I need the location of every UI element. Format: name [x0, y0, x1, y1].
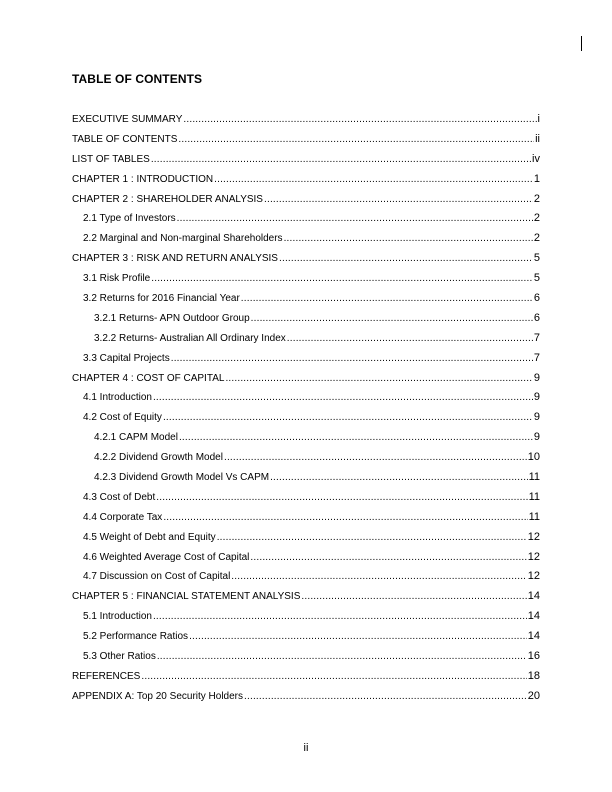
toc-entry[interactable]: [72, 130, 540, 150]
toc-entry-label: 4.7 Discussion on Cost of Capital: [83, 571, 231, 583]
page-title: TABLE OF CONTENTS: [72, 72, 203, 86]
toc-entry[interactable]: [72, 289, 540, 309]
toc-entry[interactable]: [72, 687, 540, 707]
dot-leader: [151, 269, 533, 289]
toc-entry[interactable]: [72, 408, 540, 428]
toc-entry-label: LIST OF TABLES: [72, 153, 150, 165]
dot-leader: [178, 130, 534, 150]
toc-entry-page: 7: [533, 331, 540, 344]
dot-leader: [264, 190, 533, 210]
toc-entry-page: 9: [533, 371, 540, 384]
dot-leader: [163, 408, 533, 428]
toc-entry-label: APPENDIX A: Top 20 Security Holders: [72, 690, 244, 702]
dot-leader: [189, 627, 527, 647]
dot-leader: [301, 587, 526, 607]
toc-entry[interactable]: [72, 647, 540, 667]
toc-entry-page: 2: [533, 212, 540, 225]
toc-entry[interactable]: [72, 627, 540, 647]
toc-entry[interactable]: [72, 269, 540, 289]
toc-entry-label: 5.2 Performance Ratios: [83, 631, 189, 643]
toc-entry-page: 16: [527, 650, 540, 663]
toc-entry-page: 5: [533, 252, 540, 265]
toc-entry-page: 2: [533, 232, 540, 245]
toc-entry-label: 4.2.1 CAPM Model: [94, 432, 178, 444]
dot-leader: [225, 369, 532, 389]
toc-entry-label: CHAPTER 2 : SHAREHOLDER ANALYSIS: [72, 193, 263, 205]
dot-leader: [224, 448, 527, 468]
toc-entry[interactable]: [72, 229, 540, 249]
toc-entry[interactable]: [72, 508, 540, 528]
dot-leader: [214, 170, 533, 190]
dot-leader: [287, 329, 533, 349]
toc-entry[interactable]: [72, 170, 540, 190]
toc-entry-page: 12: [527, 550, 540, 563]
toc-entry-label: 4.2 Cost of Equity: [83, 412, 162, 424]
toc-entry-label: 3.2.2 Returns- Australian All Ordinary Index: [94, 332, 286, 344]
toc-entry-page: 6: [533, 311, 540, 324]
toc-entry-label: TABLE OF CONTENTS: [72, 133, 178, 145]
toc-entry-label: 3.2.1 Returns- APN Outdoor Group: [94, 312, 250, 324]
toc-entry-label: 4.6 Weighted Average Cost of Capital: [83, 551, 250, 563]
dot-leader: [156, 488, 527, 508]
dot-leader: [279, 249, 533, 269]
dot-leader: [151, 150, 531, 170]
dot-leader: [250, 548, 526, 568]
toc-entry-page: 14: [527, 590, 540, 603]
dot-leader: [171, 349, 533, 369]
toc-entry-label: 3.3 Capital Projects: [83, 352, 170, 364]
toc-entry-label: 4.3 Cost of Debt: [83, 491, 156, 503]
toc-entry[interactable]: [72, 249, 540, 269]
dot-leader: [157, 647, 527, 667]
toc-entry[interactable]: [72, 349, 540, 369]
toc-entry-label: 5.1 Introduction: [83, 611, 152, 623]
toc-entry-page: 12: [527, 530, 540, 543]
toc-entry[interactable]: [72, 667, 540, 687]
dot-leader: [270, 468, 528, 488]
toc-entry-label: CHAPTER 4 : COST OF CAPITAL: [72, 372, 225, 384]
toc-entry-page: 18: [527, 669, 540, 682]
dot-leader: [244, 687, 527, 707]
toc-entry[interactable]: [72, 567, 540, 587]
dot-leader: [141, 667, 526, 687]
toc-entry[interactable]: [72, 587, 540, 607]
dot-leader: [217, 528, 527, 548]
toc-entry-label: 5.3 Other Ratios: [83, 651, 156, 663]
toc-entry[interactable]: [72, 388, 540, 408]
dot-leader: [179, 428, 533, 448]
toc-entry[interactable]: [72, 468, 540, 488]
table-of-contents: [72, 110, 540, 707]
toc-entry-label: EXECUTIVE SUMMARY: [72, 114, 183, 125]
dot-leader: [284, 229, 533, 249]
toc-entry-label: 4.4 Corporate Tax: [83, 511, 163, 523]
toc-entry-label: REFERENCES: [72, 670, 141, 682]
toc-entry[interactable]: [72, 369, 540, 389]
toc-entry[interactable]: [72, 190, 540, 210]
toc-entry-label: 4.2.2 Dividend Growth Model: [94, 452, 223, 464]
toc-entry-page: 9: [533, 411, 540, 424]
dot-leader: [183, 110, 536, 130]
toc-entry[interactable]: [72, 309, 540, 329]
dot-leader: [177, 209, 533, 229]
toc-entry-label: 3.1 Risk Profile: [83, 273, 151, 285]
dot-leader: [231, 567, 526, 587]
toc-entry-page: 12: [527, 570, 540, 583]
toc-entry-page: ii: [535, 132, 540, 145]
toc-entry-page: 20: [527, 689, 540, 702]
toc-entry-page: 6: [533, 292, 540, 305]
toc-entry-label: 2.1 Type of Investors: [83, 213, 176, 225]
toc-entry-page: i: [537, 113, 540, 125]
toc-entry-page: iv: [532, 152, 540, 165]
toc-entry[interactable]: [72, 548, 540, 568]
dot-leader: [251, 309, 533, 329]
toc-entry-label: CHAPTER 3 : RISK AND RETURN ANALYSIS: [72, 253, 278, 265]
toc-entry-page: 9: [533, 391, 540, 404]
toc-entry-page: 10: [527, 451, 540, 464]
toc-entry-label: CHAPTER 1 : INTRODUCTION: [72, 173, 214, 185]
toc-entry-page: 11: [528, 510, 540, 523]
toc-entry-page: 5: [533, 272, 540, 285]
toc-entry[interactable]: [72, 488, 540, 508]
dot-leader: [241, 289, 533, 309]
toc-entry-label: 3.2 Returns for 2016 Financial Year: [83, 293, 240, 305]
page-number: ii: [303, 742, 309, 754]
toc-entry[interactable]: [72, 607, 540, 627]
toc-entry-label: 4.5 Weight of Debt and Equity: [83, 531, 216, 543]
toc-entry-page: 14: [527, 630, 540, 643]
toc-entry[interactable]: [72, 150, 540, 170]
toc-entry-page: 9: [533, 431, 540, 444]
text-cursor: [581, 36, 582, 51]
toc-entry[interactable]: [72, 428, 540, 448]
toc-entry[interactable]: [72, 528, 540, 548]
toc-entry[interactable]: [72, 110, 540, 130]
toc-entry[interactable]: [72, 329, 540, 349]
toc-entry[interactable]: [72, 209, 540, 229]
toc-entry-page: 2: [533, 192, 540, 205]
toc-entry[interactable]: [72, 448, 540, 468]
toc-entry-page: 1: [533, 172, 540, 185]
dot-leader: [163, 508, 527, 528]
toc-entry-page: 11: [528, 471, 540, 484]
dot-leader: [153, 388, 533, 408]
toc-entry-page: 7: [533, 351, 540, 364]
toc-entry-label: CHAPTER 5 : FINANCIAL STATEMENT ANALYSIS: [72, 591, 301, 603]
toc-entry-page: 14: [527, 610, 540, 623]
toc-entry-label: 2.2 Marginal and Non-marginal Shareholders: [83, 233, 283, 245]
toc-entry-page: 11: [528, 490, 540, 503]
dot-leader: [153, 607, 527, 627]
toc-entry-label: 4.2.3 Dividend Growth Model Vs CAPM: [94, 472, 270, 484]
toc-entry-label: 4.1 Introduction: [83, 392, 152, 404]
